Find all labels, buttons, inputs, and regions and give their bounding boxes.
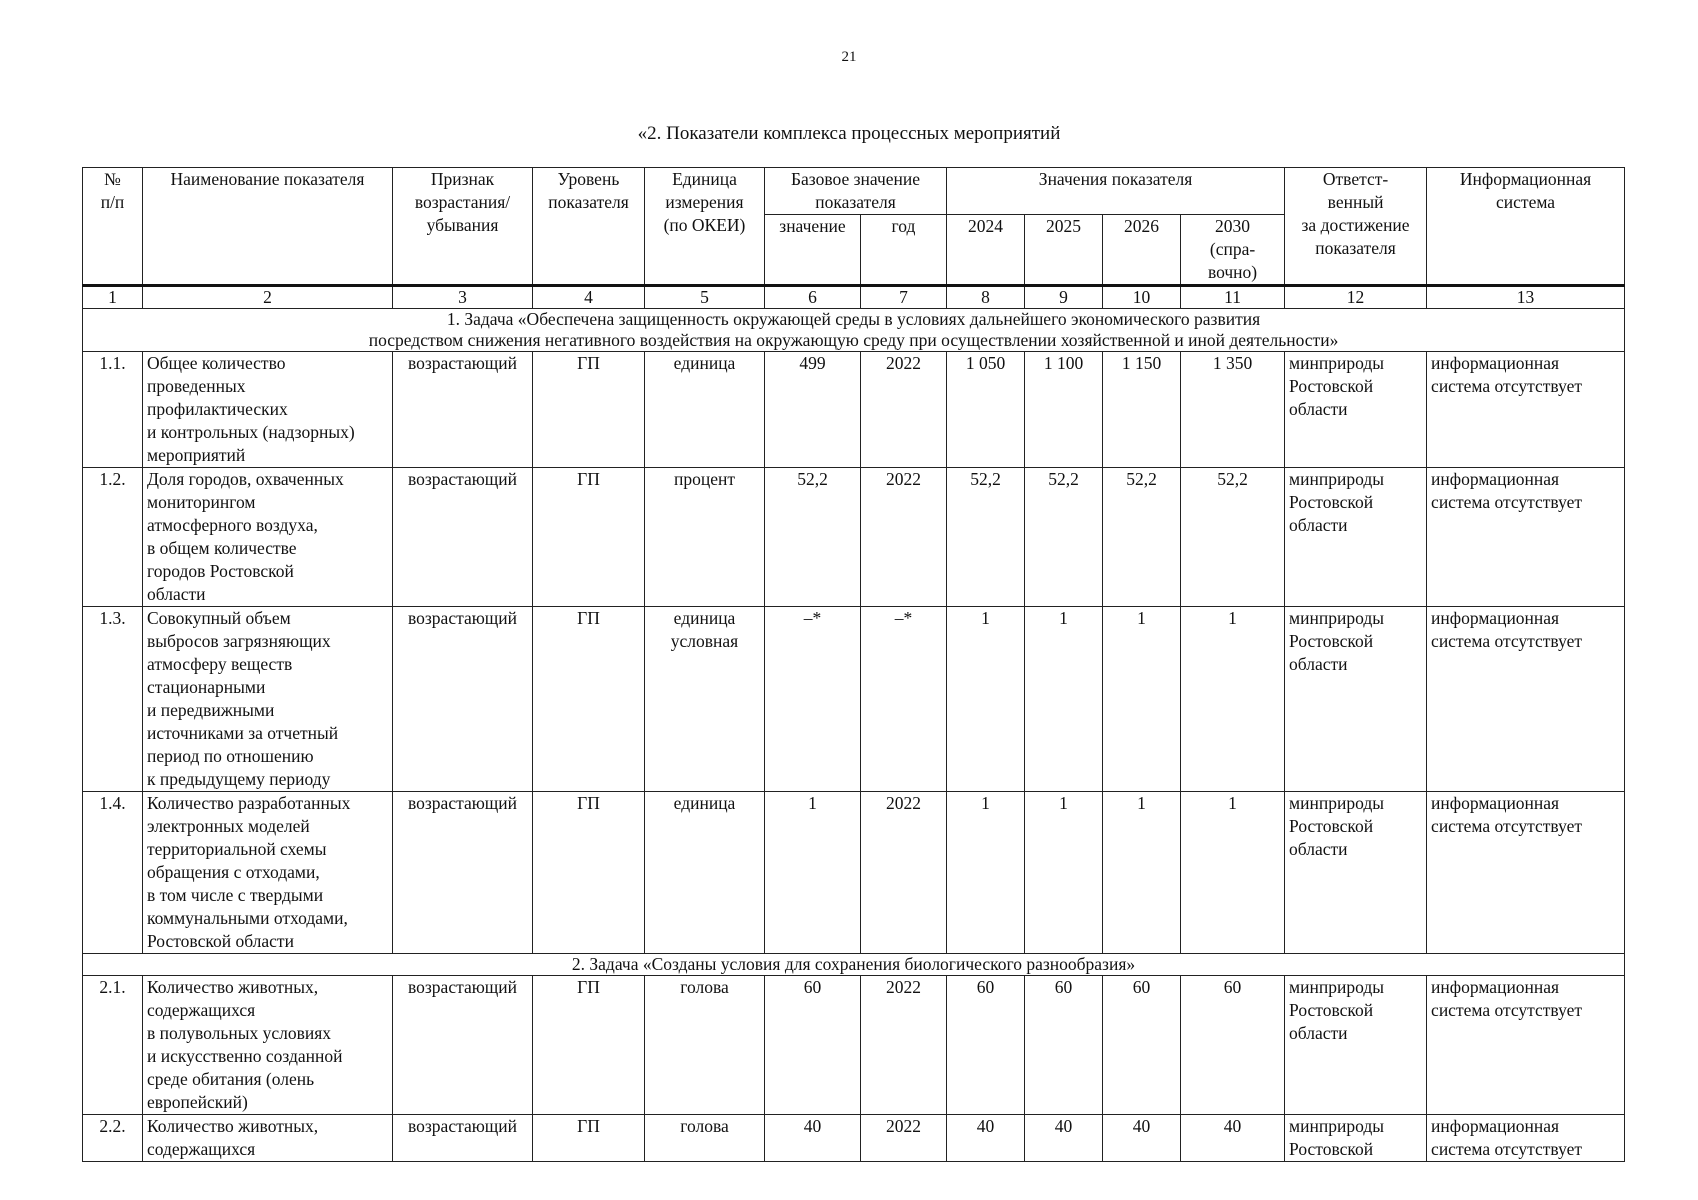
row-name: Совокупный объем выбросов загрязняющих атмосферу веществ стационарными и передвижными источниками за отчетный период по отношению к предыдущему периоду: [143, 607, 393, 792]
table-row: [83, 792, 1625, 954]
header-trend: Признак возрастания/ убывания: [393, 168, 533, 286]
header-base-value: значение: [765, 215, 861, 286]
column-numbers-row: [83, 286, 1625, 309]
row-value-2024: 1: [947, 607, 1025, 792]
row-value-2024: 60: [947, 976, 1025, 1115]
row-trend: возрастающий: [393, 468, 533, 607]
row-value-2026: 52,2: [1103, 468, 1181, 607]
row-trend: возрастающий: [393, 792, 533, 954]
row-unit: голова: [645, 976, 765, 1115]
section-title: «2. Показатели комплекса процессных мероприятий: [637, 123, 1061, 144]
table-row: [83, 1115, 1625, 1162]
row-base-value: 499: [765, 352, 861, 468]
row-base-value: 60: [765, 976, 861, 1115]
column-number: 12: [1285, 286, 1427, 309]
row-responsible: минприроды Ростовской области: [1285, 352, 1427, 468]
header-infosys: Информационная система: [1427, 168, 1625, 286]
header-num: № п/п: [83, 168, 143, 286]
row-level: ГП: [533, 792, 645, 954]
row-num: 2.2.: [83, 1115, 143, 1162]
header-2026: 2026: [1103, 215, 1181, 286]
table-row: [83, 976, 1625, 1115]
row-infosys: информационная система отсутствует: [1427, 468, 1625, 607]
indicators-table: [82, 167, 1625, 1162]
row-base-year: 2022: [861, 1115, 947, 1162]
row-value-2025: 1: [1025, 792, 1103, 954]
row-unit: процент: [645, 468, 765, 607]
row-value-2025: 60: [1025, 976, 1103, 1115]
row-value-2026: 40: [1103, 1115, 1181, 1162]
row-value-2024: 52,2: [947, 468, 1025, 607]
row-num: 1.1.: [83, 352, 143, 468]
page-number: 21: [841, 49, 857, 65]
row-base-year: 2022: [861, 352, 947, 468]
row-base-value: 1: [765, 792, 861, 954]
column-number: 8: [947, 286, 1025, 309]
row-value-2026: 1: [1103, 792, 1181, 954]
header-row: [83, 168, 1625, 215]
table-row: [83, 468, 1625, 607]
row-infosys: информационная система отсутствует: [1427, 352, 1625, 468]
table-row: [83, 352, 1625, 468]
row-name: Количество разработанных электронных моделей территориальной схемы обращения с отходами, в том числе с твердыми коммунальными отходами, Ростовской области: [143, 792, 393, 954]
header-responsible: Ответст- венный за достижение показателя: [1285, 168, 1427, 286]
row-value-2030: 60: [1181, 976, 1285, 1115]
row-responsible: минприроды Ростовской области: [1285, 607, 1427, 792]
row-num: 2.1.: [83, 976, 143, 1115]
column-number: 1: [83, 286, 143, 309]
row-infosys: информационная система отсутствует: [1427, 792, 1625, 954]
row-level: ГП: [533, 607, 645, 792]
column-number: 10: [1103, 286, 1181, 309]
column-number: 6: [765, 286, 861, 309]
row-base-year: 2022: [861, 976, 947, 1115]
row-value-2030: 1 350: [1181, 352, 1285, 468]
row-value-2024: 1: [947, 792, 1025, 954]
header-level: Уровень показателя: [533, 168, 645, 286]
column-number: 9: [1025, 286, 1103, 309]
column-number: 3: [393, 286, 533, 309]
row-base-year: 2022: [861, 468, 947, 607]
row-value-2025: 1: [1025, 607, 1103, 792]
task-2-heading: 2. Задача «Созданы условия для сохранения биологического разнообразия»: [83, 954, 1625, 976]
row-value-2026: 1: [1103, 607, 1181, 792]
row-value-2025: 1 100: [1025, 352, 1103, 468]
header-2024: 2024: [947, 215, 1025, 286]
row-unit: голова: [645, 1115, 765, 1162]
row-name: Количество животных, содержащихся в полувольных условиях и искусственно созданной среде обитания (олень европейский): [143, 976, 393, 1115]
row-level: ГП: [533, 1115, 645, 1162]
row-infosys: информационная система отсутствует: [1427, 607, 1625, 792]
header-unit: Единица измерения (по ОКЕИ): [645, 168, 765, 286]
row-base-value: 40: [765, 1115, 861, 1162]
row-base-year: 2022: [861, 792, 947, 954]
task-row: [83, 309, 1625, 352]
row-level: ГП: [533, 468, 645, 607]
row-responsible: минприроды Ростовской: [1285, 1115, 1427, 1162]
header-base-year: год: [861, 215, 947, 286]
row-value-2025: 40: [1025, 1115, 1103, 1162]
row-value-2024: 1 050: [947, 352, 1025, 468]
header-2030: 2030 (спра- вочно): [1181, 215, 1285, 286]
row-trend: возрастающий: [393, 976, 533, 1115]
row-infosys: информационная система отсутствует: [1427, 976, 1625, 1115]
row-value-2030: 40: [1181, 1115, 1285, 1162]
row-name: Количество животных, содержащихся: [143, 1115, 393, 1162]
row-responsible: минприроды Ростовской области: [1285, 976, 1427, 1115]
row-name: Общее количество проведенных профилактических и контрольных (надзорных) мероприятий: [143, 352, 393, 468]
column-number: 7: [861, 286, 947, 309]
task-1-heading: 1. Задача «Обеспечена защищенность окружающей среды в условиях дальнейшего экономического развития посредством снижения негативного воздействия на окружающую среду при осуществлении хозяйственной и иной деятельности»: [83, 309, 1625, 352]
task-row: [83, 954, 1625, 976]
row-trend: возрастающий: [393, 1115, 533, 1162]
table-row: [83, 607, 1625, 792]
row-value-2030: 52,2: [1181, 468, 1285, 607]
row-infosys: информационная система отсутствует: [1427, 1115, 1625, 1162]
row-unit: единица: [645, 792, 765, 954]
row-base-value: 52,2: [765, 468, 861, 607]
column-number: 11: [1181, 286, 1285, 309]
row-responsible: минприроды Ростовской области: [1285, 468, 1427, 607]
header-name: Наименование показателя: [143, 168, 393, 286]
row-num: 1.2.: [83, 468, 143, 607]
row-value-2026: 60: [1103, 976, 1181, 1115]
row-level: ГП: [533, 976, 645, 1115]
column-number: 13: [1427, 286, 1625, 309]
row-trend: возрастающий: [393, 352, 533, 468]
row-num: 1.4.: [83, 792, 143, 954]
row-base-year: –*: [861, 607, 947, 792]
row-responsible: минприроды Ростовской области: [1285, 792, 1427, 954]
row-trend: возрастающий: [393, 607, 533, 792]
header-base: Базовое значение показателя: [765, 168, 947, 215]
row-num: 1.3.: [83, 607, 143, 792]
row-base-value: –*: [765, 607, 861, 792]
row-value-2024: 40: [947, 1115, 1025, 1162]
column-number: 5: [645, 286, 765, 309]
row-unit: единица: [645, 352, 765, 468]
column-number: 4: [533, 286, 645, 309]
row-value-2025: 52,2: [1025, 468, 1103, 607]
row-value-2030: 1: [1181, 792, 1285, 954]
column-number: 2: [143, 286, 393, 309]
row-name: Доля городов, охваченных мониторингом атмосферного воздуха, в общем количестве городов Ростовской области: [143, 468, 393, 607]
row-level: ГП: [533, 352, 645, 468]
row-value-2030: 1: [1181, 607, 1285, 792]
header-values: Значения показателя: [947, 168, 1285, 215]
header-2025: 2025: [1025, 215, 1103, 286]
row-unit: единица условная: [645, 607, 765, 792]
row-value-2026: 1 150: [1103, 352, 1181, 468]
